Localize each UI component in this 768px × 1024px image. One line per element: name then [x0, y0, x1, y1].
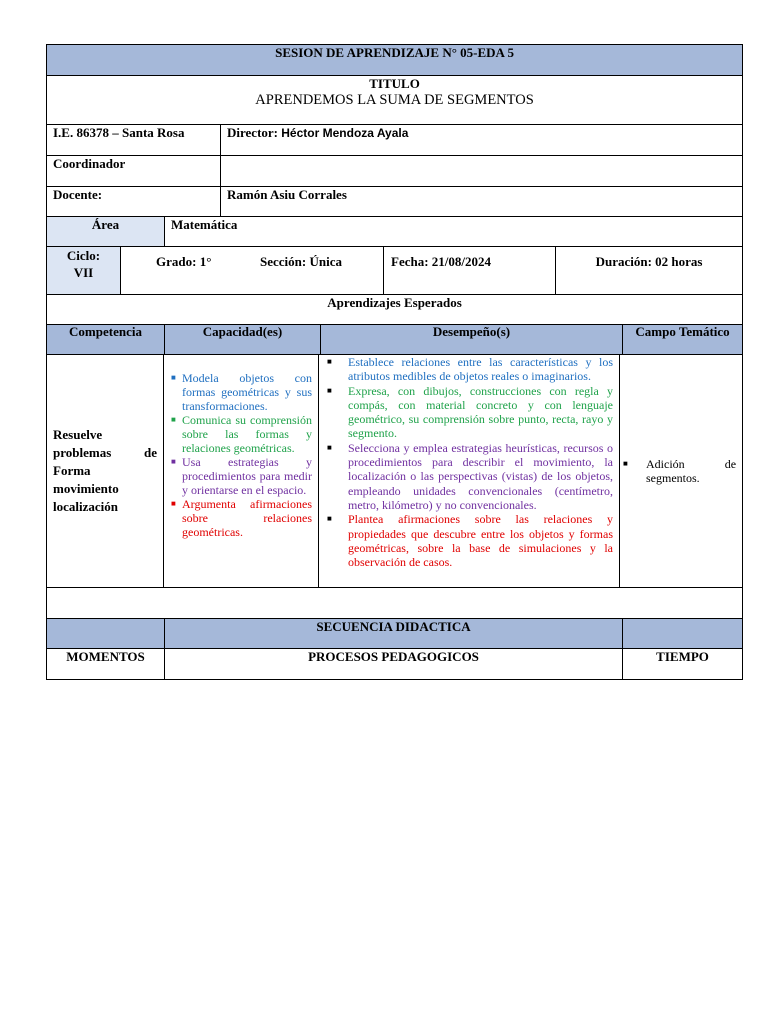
bullet-icon: ■ [171, 415, 176, 424]
list-item [171, 371, 312, 413]
area-value: Matemática [165, 217, 743, 247]
list-item [171, 413, 312, 455]
duracion: Duración: 02 horas [595, 254, 703, 269]
campo-item [623, 457, 736, 485]
session-title-row [47, 45, 743, 76]
session-document [46, 44, 742, 680]
seccion: Sección: Única [260, 254, 342, 269]
bullet-icon: ■ [327, 357, 332, 366]
list-item [327, 512, 613, 569]
secuencia-title: SECUENCIA DIDACTICA [165, 619, 623, 648]
desempenos-cell [319, 355, 620, 587]
list-item [327, 441, 613, 512]
ie-name: I.E. 86378 – Santa Rosa [47, 125, 221, 156]
bullet-icon: ■ [327, 385, 332, 395]
campo-text: Adición de segmentos. [646, 457, 737, 485]
bullet-icon: ■ [171, 457, 176, 466]
spacer-row [47, 588, 743, 619]
lesson-title: APRENDEMOS LA SUMA DE SEGMENTOS [255, 92, 534, 108]
list-item-text: Establece relaciones entre las características y los atributos medibles de objetos reales o imaginarios. [348, 355, 613, 384]
aprendizajes-body-row [47, 355, 743, 588]
fecha: Fecha: 21/08/2024 [384, 247, 556, 294]
area-row [47, 217, 743, 247]
list-item [171, 455, 312, 497]
list-item-text: Plantea afirmaciones sobre las relaciones y propiedades que descubre entre los objetos y formas geométricas, sobre la base de simulaciones y la observación de casos. [348, 512, 613, 570]
area-label: Área [47, 217, 165, 247]
list-item [327, 355, 613, 384]
grado-seccion-cell [121, 247, 384, 294]
bullet-icon: ■ [327, 442, 332, 452]
aprendizajes-title: Aprendizajes Esperados [47, 295, 743, 325]
ciclo-value: VII [73, 265, 94, 280]
list-item-text: Usa estrategias y procedimientos para medir y orientarse en el espacio. [182, 455, 312, 497]
coordinador-row [47, 156, 743, 187]
titulo-row [47, 76, 743, 125]
col-campo: Campo Temático [635, 324, 730, 339]
list-item-text: Modela objetos con formas geométricas y sus transformaciones. [182, 371, 312, 413]
bullet-icon: ■ [171, 373, 176, 382]
col-tiempo: TIEMPO [656, 649, 709, 664]
bullet-icon: ■ [171, 499, 176, 508]
ie-row [47, 125, 743, 156]
capacidades-list [171, 371, 312, 539]
director-label: Director: [227, 125, 279, 140]
col-procesos: PROCESOS PEDAGOGICOS [165, 649, 623, 679]
list-item-text: Comunica su comprensión sobre las formas y relaciones geométricas. [182, 413, 312, 455]
ciclo-label: Ciclo: [66, 248, 101, 263]
list-item-text: Expresa, con dibujos, construcciones con regla y compás, con material concreto y con lenguaje geométrico, su comprensión sobre punto, recta, rayo y segmento. [348, 383, 613, 441]
aprendizajes-header-row [47, 325, 743, 355]
ciclo-row [47, 247, 743, 295]
capacidades-cell [164, 355, 319, 587]
secuencia-header-row [47, 649, 743, 680]
docente-name: Ramón Asiu Corrales [221, 187, 743, 217]
docente-label: Docente: [47, 187, 221, 217]
titulo-label: TITULO [369, 76, 420, 91]
secuencia-title-row [47, 619, 743, 649]
list-item-text: Argumenta afirmaciones sobre relaciones geométricas. [182, 497, 312, 539]
desempenos-list [327, 355, 613, 569]
aprendizajes-title-row [47, 295, 743, 325]
session-table [46, 44, 743, 680]
bullet-icon: ■ [327, 514, 332, 524]
bullet-icon: ■ [623, 459, 628, 468]
col-desempeno: Desempeño(s) [321, 325, 623, 354]
competencia-cell [47, 355, 164, 587]
docente-row [47, 187, 743, 217]
campo-cell [620, 355, 742, 587]
coordinador-label: Coordinador [47, 156, 221, 187]
competencia-text: Resuelve problemas de Forma movimiento localización [53, 427, 157, 514]
list-item [327, 384, 613, 441]
coordinador-value [221, 156, 743, 187]
col-capacidad: Capacidad(es) [165, 325, 321, 354]
ciclo-cell [47, 247, 121, 294]
list-item [171, 497, 312, 539]
list-item-text: Selecciona y emplea estrategias heurísticas, recursos o procedimientos para describir el movimiento, la localización o las perspectivas (vistas) de los objetos, empleando unidades convencionales (centímetro, metro, kilómetro) y no convencionales. [348, 440, 613, 512]
grado: Grado: 1° [156, 254, 212, 269]
director-name: Héctor Mendoza Ayala [281, 126, 409, 140]
col-competencia: Competencia [47, 325, 165, 354]
session-title: SESION DE APRENDIZAJE N° 05-EDA 5 [47, 45, 743, 76]
col-momentos: MOMENTOS [47, 649, 165, 679]
